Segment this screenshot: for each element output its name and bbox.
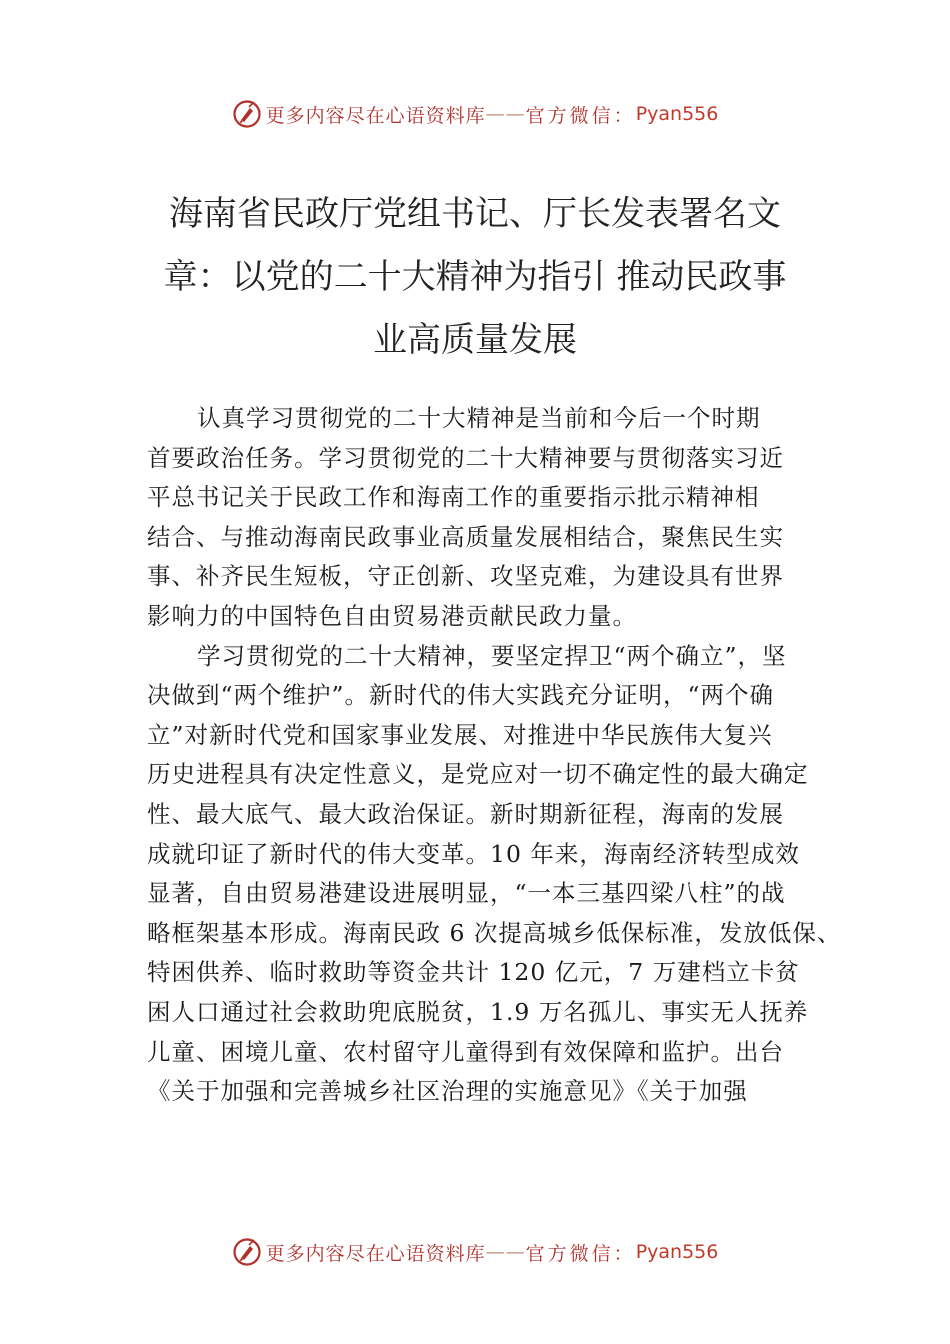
body-line: 历史进程具有决定性意义，是党应对一切不确定性的最大确定 [147,760,809,789]
title-line: 海南省民政厅党组书记、厅长发表署名文 [169,194,781,234]
wechat-label: 官方微信： [525,104,636,127]
body-line: 结合、与推动海南民政事业高质量发展相结合，聚焦民生实 [147,522,784,551]
body-line: 显著，自由贸易港建设进展明显，“一本三基四梁八柱”的战 [147,879,786,908]
title-line: 业高质量发展 [373,320,577,360]
header-watermark [0,94,950,134]
footer-watermark [0,1232,950,1272]
body-line: 首要政治任务。学习贯彻党的二十大精神要与贯彻落实习近 [147,443,784,472]
body-line: 认真学习贯彻党的二十大精神是当前和今后一个时期 [197,404,761,432]
wechat-id: Pyan556 [635,1241,719,1263]
body-line: 影响力的中国特色自由贸易港贡献民政力量。 [147,601,637,630]
body-line: 困人口通过社会救助兜底脱贫，1.9 万名孤儿、事实无人抚养 [147,997,809,1026]
banner-dash: —— [485,103,526,125]
body-line: 事、补齐民生短板，守正创新、攻坚克难，为建设具有世界 [147,562,784,591]
body-line: 略框架基本形成。海南民政 6 次提高城乡低保标准，发放低保、 [147,918,842,947]
banner-dash: —— [485,1241,526,1263]
body-line: 成就印证了新时代的伟大变革。10 年来，海南经济转型成效 [147,839,800,868]
pen-logo-icon [232,1237,262,1267]
pen-logo-icon [232,99,262,129]
article-title [150,183,800,372]
wechat-label: 官方微信： [525,1242,636,1265]
title-line: 章：以党的二十大精神为指引 推动民政事 [163,257,787,297]
body-line: 儿童、困境儿童、农村留守儿童得到有效保障和监护。出台 [147,1037,784,1066]
body-line: 平总书记关于民政工作和海南工作的重要指示批示精神相 [147,483,760,512]
body-line: 特困供养、临时救助等资金共计 120 亿元，7 万建档立卡贫 [147,958,800,987]
body-line: 性、最大底气、最大政治保证。新时期新征程，海南的发展 [147,799,784,828]
body-line: 立”对新时代党和国家事业发展、对推进中华民族伟大复兴 [147,720,773,749]
body-line: 《关于加强和完善城乡社区治理的实施意见》《关于加强 [147,1077,748,1106]
body-line: 决做到“两个维护”。新时代的伟大实践充分证明，“两个确 [147,681,775,710]
promo-text: 更多内容尽在心语资料库 [265,104,486,127]
body-line: 学习贯彻党的二十大精神，要坚定捍卫“两个确立”，坚 [197,641,787,670]
article-body [147,399,842,1112]
promo-text: 更多内容尽在心语资料库 [265,1242,486,1265]
wechat-id: Pyan556 [635,103,719,125]
